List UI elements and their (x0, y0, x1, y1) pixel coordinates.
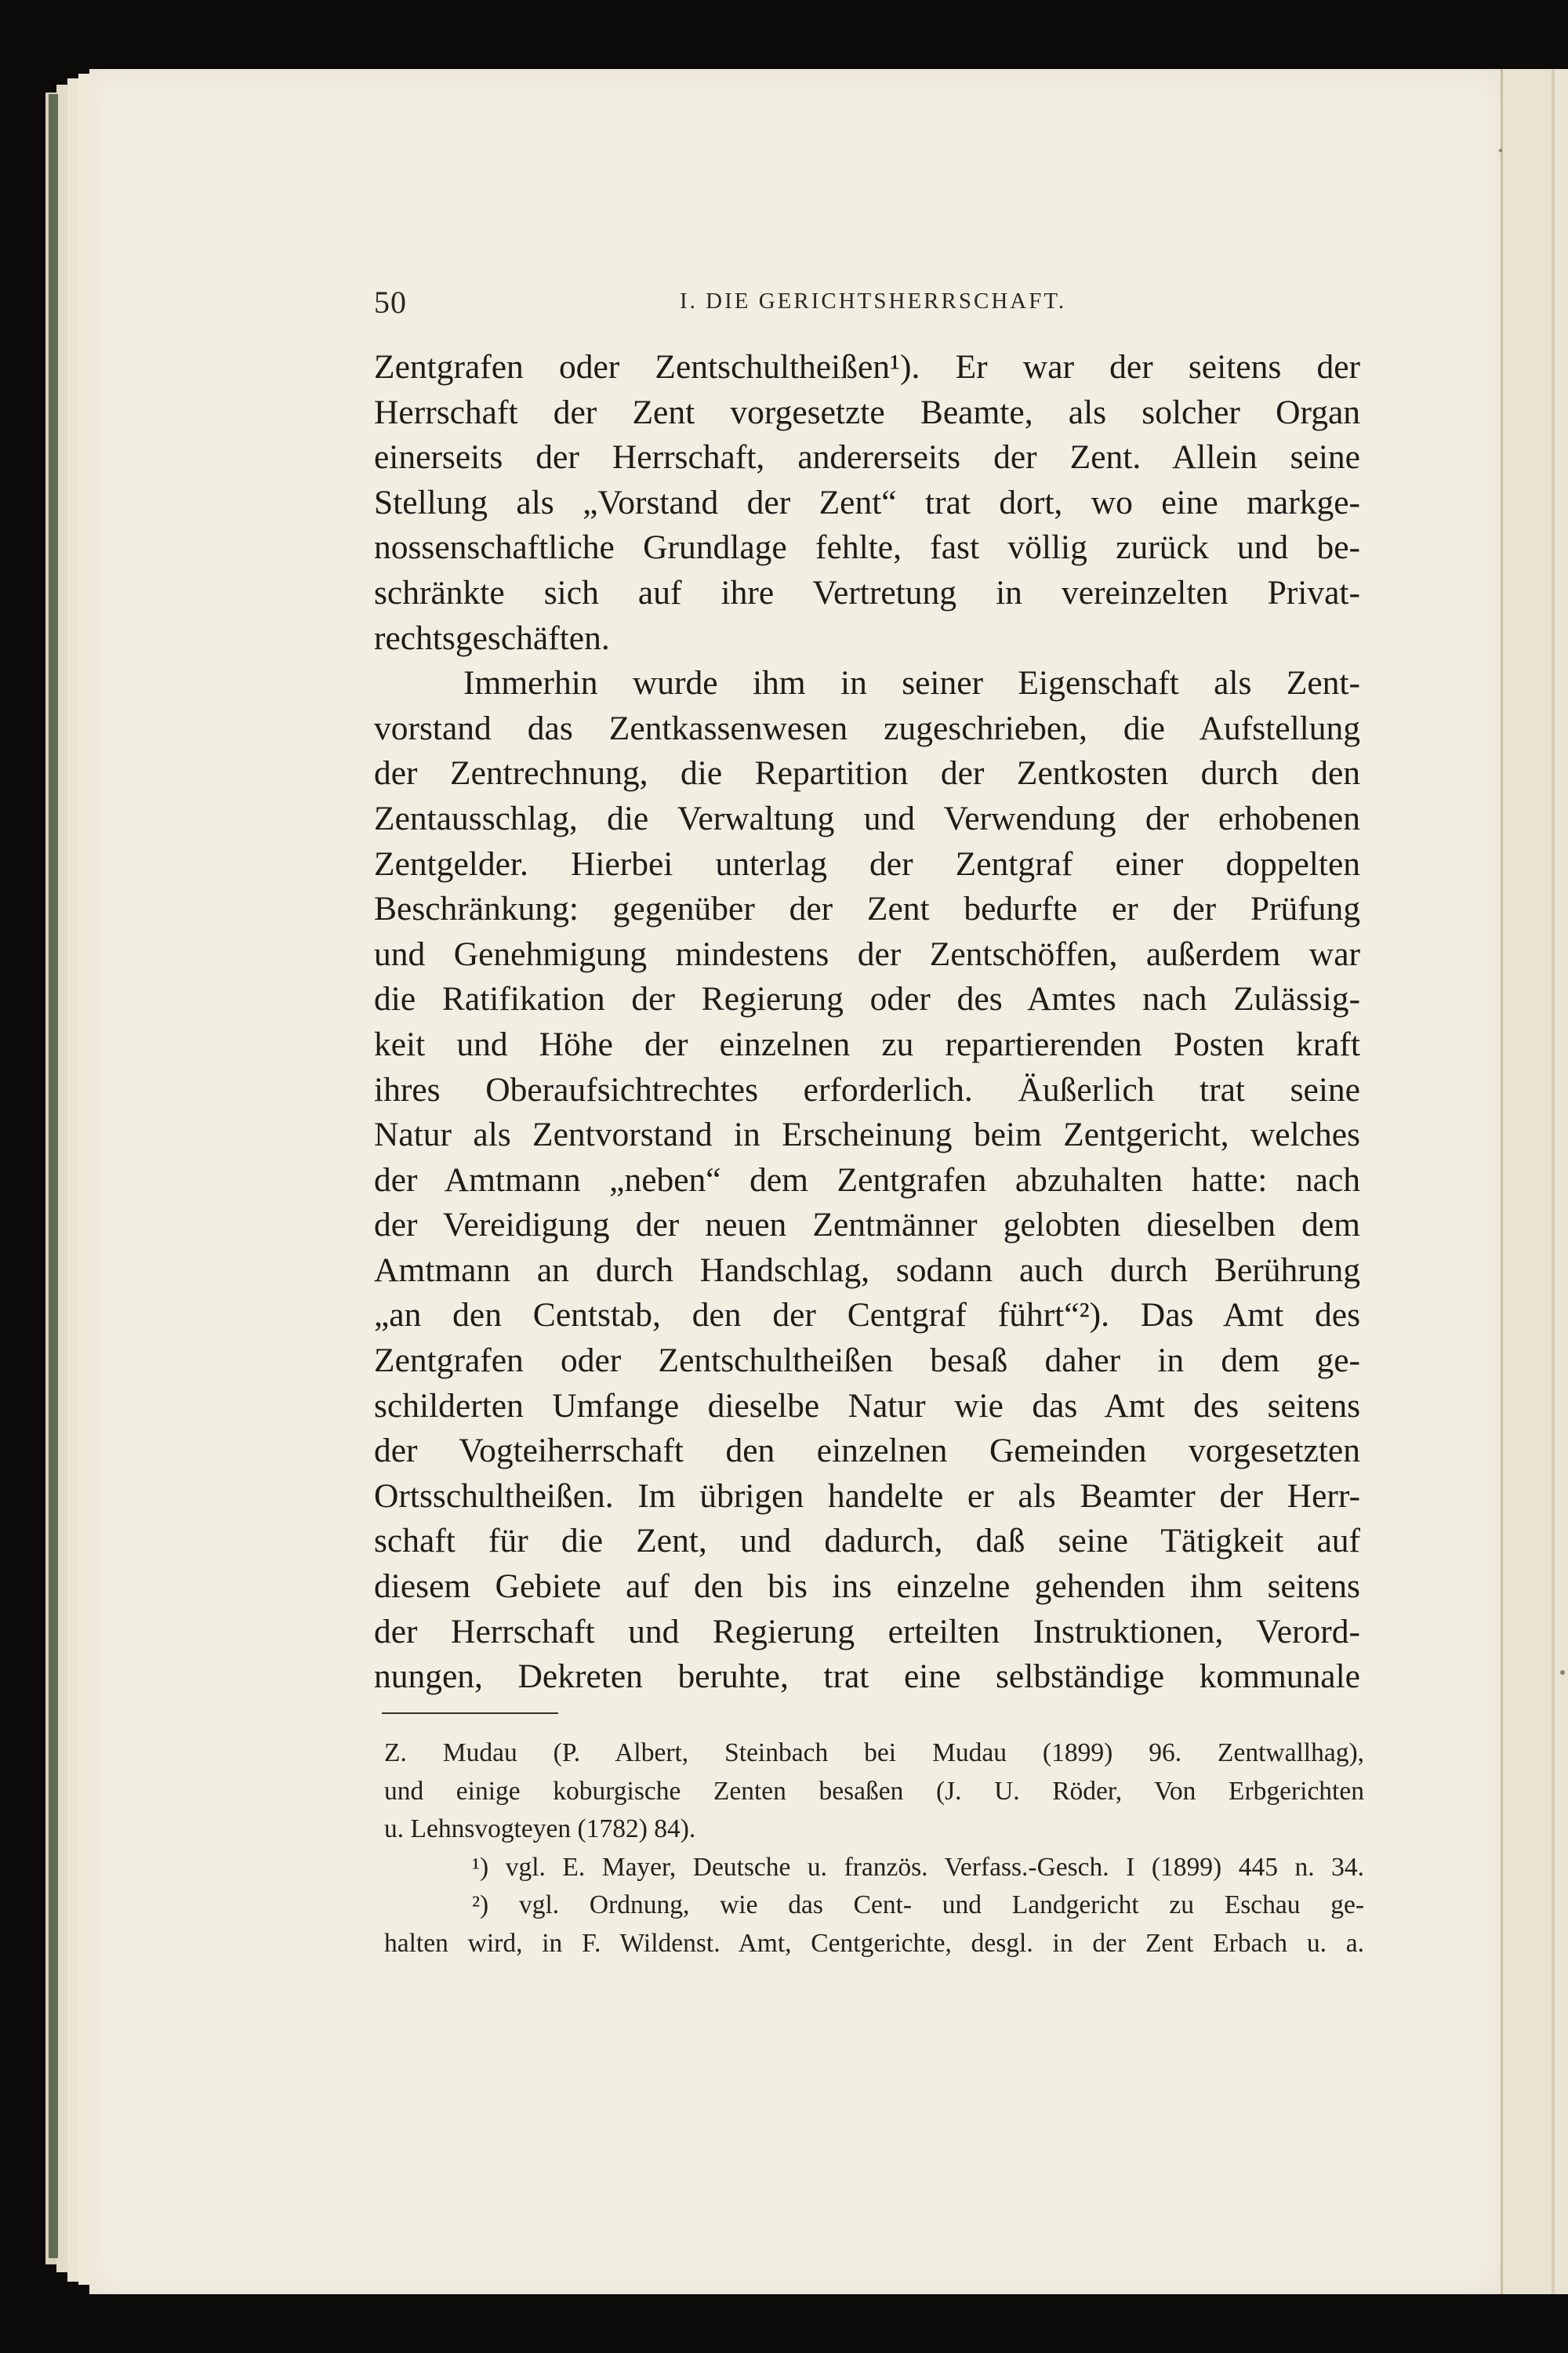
text-line: diesem Gebiete auf den bis ins einzelne gehenden ihm seitens (374, 1567, 1360, 1606)
text-line: schilderten Umfange dieselbe Natur wie das Amt des seitens (374, 1386, 1360, 1425)
text-line: rechtsgeschäften. (374, 619, 610, 657)
text-line: Immerhin wurde ihm in seiner Eigenschaft als Zent- (463, 664, 1360, 703)
facing-page-edge (1501, 69, 1568, 2294)
footnote-line: u. Lehnsvogteyen (1782) 84). (384, 1814, 696, 1843)
page-number: 50 (374, 285, 407, 320)
book-cover-edge (49, 94, 58, 2258)
text-line: der Zentrechnung, die Repartition der Zentkosten durch den (374, 754, 1360, 793)
footnote-line: Z. Mudau (P. Albert, Steinbach bei Mudau (1899) 96. Zentwallhag), (384, 1738, 1364, 1767)
footnote-2: ²) vgl. Ordnung, wie das Cent- und Landgericht zu Eschau ge- (472, 1890, 1364, 1919)
text-line: „an den Centstab, den der Centgraf führt“²). Das Amt des (374, 1296, 1360, 1334)
text-line: der Vereidigung der neuen Zentmänner gelobten dieselben dem (374, 1206, 1360, 1244)
text-line: der Herrschaft und Regierung erteilten Instruktionen, Verord- (374, 1612, 1360, 1650)
footnote-line: und einige koburgische Zenten besaßen (J. U. Röder, Von Erbgerichten (384, 1776, 1364, 1806)
text-line: Herrschaft der Zent vorgesetzte Beamte, als solcher Organ (374, 393, 1360, 431)
text-line: vorstand das Zentkassenwesen zugeschrieben, die Aufstellung (374, 709, 1360, 747)
text-line: der Vogteiherrschaft den einzelnen Gemeinden vorgesetzten (374, 1432, 1360, 1470)
text-line: und Genehmigung mindestens der Zentschöffen, außerdem war (374, 935, 1360, 973)
dust-speck (1560, 1670, 1565, 1675)
gutter-line (1552, 69, 1555, 2294)
text-line: Zentausschlag, die Verwaltung und Verwendung der erhobenen (374, 799, 1360, 837)
text-line: schränkte sich auf ihre Vertretung in vereinzelten Privat- (374, 573, 1360, 612)
text-line: der Amtmann „neben“ dem Zentgrafen abzuhalten hatte: nach (374, 1160, 1360, 1199)
body-text (374, 345, 1360, 1700)
text-line: keit und Höhe der einzelnen zu repartierenden Posten kraft (374, 1025, 1360, 1063)
text-line: Zentgrafen oder Zentschultheißen besaß daher in dem ge- (374, 1342, 1360, 1380)
footnote-1: ¹) vgl. E. Mayer, Deutsche u. französ. Verfass.-Gesch. I (1899) 445 n. 34. (472, 1852, 1364, 1882)
text-line: nossenschaftliche Grundlage fehlte, fast völlig zurück und be- (374, 528, 1360, 567)
page-header (374, 284, 1370, 331)
footnote-divider (382, 1712, 558, 1714)
text-line: Amtmann an durch Handschlag, sodann auch durch Berührung (374, 1251, 1360, 1289)
text-line: Beschränkung: gegenüber der Zent bedurfte er der Prüfung (374, 890, 1360, 928)
text-line: einerseits der Herrschaft, andererseits der Zent. Allein seine (374, 438, 1360, 477)
footnote-line: halten wird, in F. Wildenst. Amt, Centgerichte, desgl. in der Zent Erbach u. a. (384, 1928, 1364, 1958)
text-line: Natur als Zentvorstand in Erscheinung beim Zentgericht, welches (374, 1116, 1360, 1154)
text-line: Zentgrafen oder Zentschultheißen¹). Er war der seitens der (374, 348, 1360, 386)
text-line: Zentgelder. Hierbei unterlag der Zentgraf einer doppelten (374, 844, 1360, 883)
footnotes (384, 1734, 1364, 1963)
text-line: Stellung als „Vorstand der Zent“ trat dort, wo eine markge- (374, 483, 1360, 521)
text-line: nungen, Dekreten beruhte, trat eine selbständige kommunale (374, 1658, 1360, 1696)
text-line: schaft für die Zent, und dadurch, daß seine Tätigkeit auf (374, 1522, 1360, 1560)
text-line: Ortsschultheißen. Im übrigen handelte er als Beamter der Herr- (374, 1476, 1360, 1515)
running-title: I. DIE GERICHTSHERRSCHAFT. (680, 289, 1067, 314)
text-line: ihres Oberaufsichtrechtes erforderlich. Äußerlich trat seine (374, 1070, 1360, 1109)
text-line: die Ratifikation der Regierung oder des Amtes nach Zulässig- (374, 980, 1360, 1019)
dust-speck (1499, 149, 1502, 152)
